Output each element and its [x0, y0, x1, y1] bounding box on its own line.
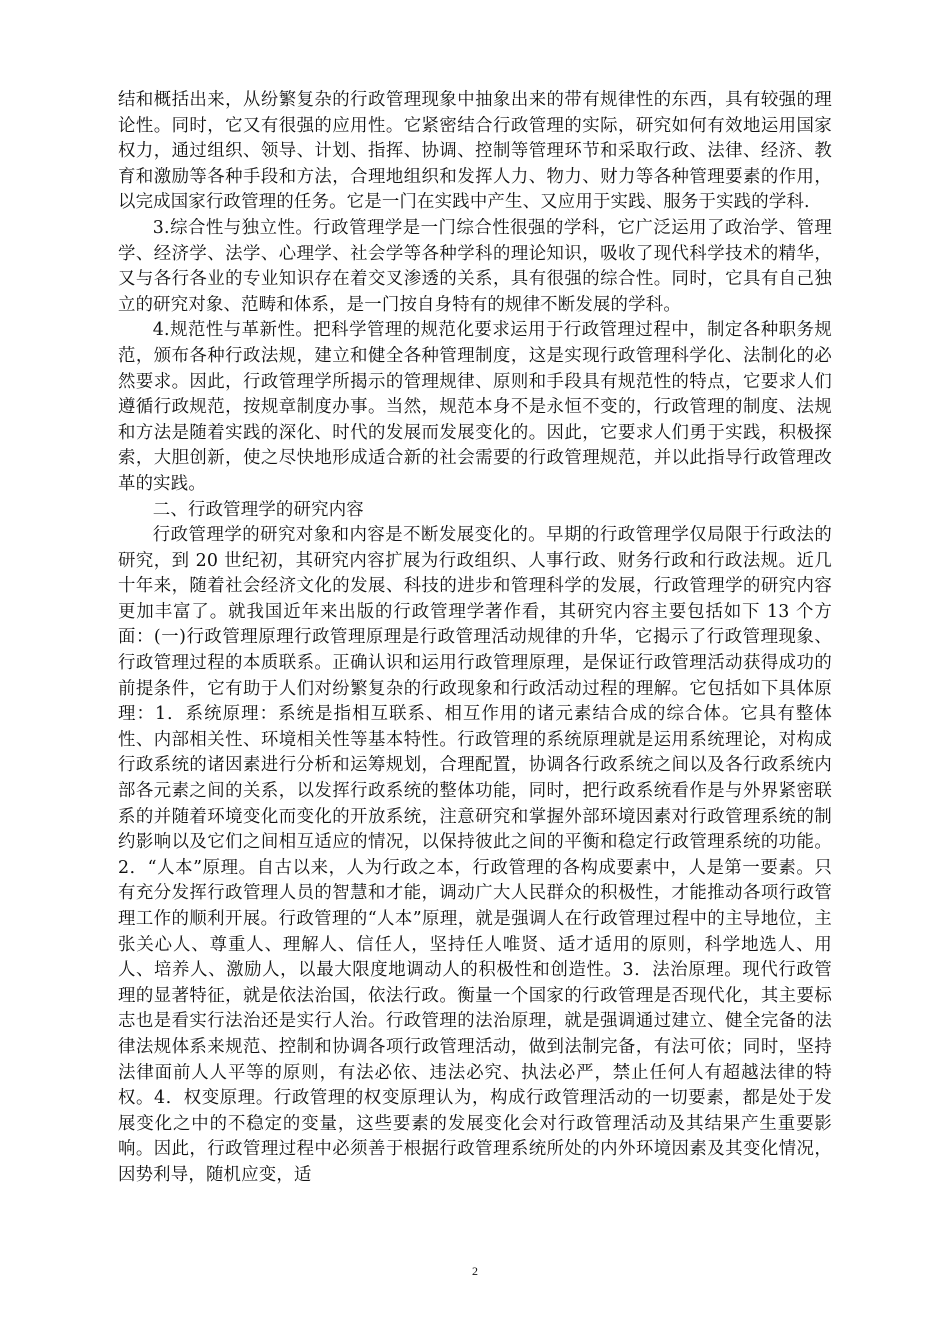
paragraph-research-content: 行政管理学的研究对象和内容是不断发展变化的。早期的行政管理学仅局限于行政法的研究，到 20 世纪初，其研究内容扩展为行政组织、人事行政、财务行政和行政法规。近几十年来，随着社会经济文化的发展、科技的进步和管理科学的发展，行政管理学的研究内容更加丰富了。就我国近年来出版的行政管理学著作看，其研究内容主要包括如下 13 个方面：(一)行政管理原理行政管理原理是行政管理活动规律的升华，它揭示了行政管理现象、行政管理过程的本质联系。正确认识和运用行政管理原理，是保证行政管理活动获得成功的前提条件，它有助于人们对纷繁复杂的行政现象和行政活动过程的理解。它包括如下具体原理：1．系统原理：系统是指相互联系、相互作用的诸元素结合成的综合体。它具有整体性、内部相关性、环境相关性等基本特性。行政管理的系统原理就是运用系统理论，对构成行政系统的诸因素进行分析和运筹规划，合理配置，协调各行政系统之间以及各行政系统内部各元素之间的关系，以发挥行政系统的整体功能，同时，把行政系统看作是与外界紧密联系的并随着环境变化而变化的开放系统，注意研究和掌握外部环境因素对行政管理系统的制约影响以及它们之间相互适应的情况，以保持彼此之间的平衡和稳定行政管理系统的功能。2．“人本”原理。自古以来，人为行政之本，行政管理的各构成要素中，人是第一要素。只有充分发挥行政管理人员的智慧和才能，调动广大人民群众的积极性，才能推动各项行政管理工作的顺利开展。行政管理的“人本”原理，就是强调人在行政管理过程中的主导地位，主张关心人、尊重人、理解人、信任人，坚持任人唯贤、适才适用的原则，科学地选人、用人、培养人、激励人，以最大限度地调动人的积极性和创造性。3．法治原理。现代行政管理的显著特征，就是依法治国，依法行政。衡量一个国家的行政管理是否现代化，其主要标志也是看实行法治还是实行人治。行政管理的法治原理，就是强调通过建立、健全完备的法律法规体系来规范、控制和协调各项行政管理活动，做到法制完备，有法可依；同时，坚持法律面前人人平等的原则，有法必依、违法必究、执法必严，禁止任何人有超越法律的特权。4．权变原理。行政管理的权变原理认为，构成行政管理活动的一切要素，都是处于发展变化之中的不稳定的变量，这些要素的发展变化会对行政管理活动及其结果产生重要影响。因此，行政管理过程中必须善于根据行政管理系统所处的内外环境因素及其变化情况，因势利导，随机应变，适: [118, 525, 832, 1185]
section-heading-research-content: 二、行政管理学的研究内容: [152, 499, 364, 520]
paragraph-comprehensiveness: 3.综合性与独立性。行政管理学是一门综合性很强的学科，它广泛运用了政治学、管理学、经济学、法学、心理学、社会学等各种学科的理论知识，吸收了现代科学技术的精华，又与各行各业的专业知识存在着交叉渗透的关系，具有很强的综合性。同时，它具有自己独立的研究对象、范畴和体系，是一门按自身特有的规律不断发展的学科。: [118, 217, 832, 315]
document-body: [118, 88, 832, 1189]
paragraph-1-continuation: 结和概括出来，从纷繁复杂的行政管理现象中抽象出来的带有规律性的东西，具有较强的理论性。同时，它又有很强的应用性。它紧密结合行政管理的实际，研究如何有效地运用国家权力，通过组织、领导、计划、指挥、协调、控制等管理环节和采取行政、法律、经济、教育和激励等各种手段和方法，合理地组织和发挥人力、物力、财力等各种管理要素的作用，以完成国家行政管理的任务。它是一门在实践中产生、又应用于实践、服务于实践的学科.: [118, 90, 832, 213]
paragraph-normativity: 4.规范性与革新性。把科学管理的规范化要求运用于行政管理过程中，制定各种职务规范，颁布各种行政法规，建立和健全各种管理制度，这是实现行政管理科学化、法制化的必然要求。因此，行政管理学所揭示的管理规律、原则和手段具有规范性的特点，它要求人们遵循行政规范，按规章制度办事。当然，规范本身不是永恒不变的，行政管理的制度、法规和方法是随着实践的深化、时代的发展而发展变化的。因此，它要求人们勇于实践，积极探索，大胆创新，使之尽快地形成适合新的社会需要的行政管理规范，并以此指导行政管理改革的实践。: [118, 320, 832, 494]
page-number: 2: [472, 1264, 478, 1278]
